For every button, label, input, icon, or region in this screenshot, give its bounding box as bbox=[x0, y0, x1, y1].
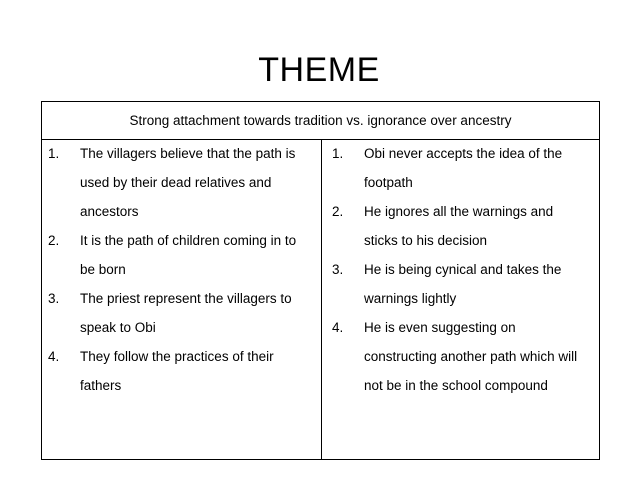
item-number: 2. bbox=[332, 204, 344, 219]
item-text: The villagers believe that the path is used by their dead relatives and ancestors bbox=[80, 146, 296, 219]
list-item bbox=[48, 139, 318, 226]
villagers-list bbox=[48, 139, 318, 400]
item-text: Obi never accepts the idea of the footpath bbox=[364, 146, 563, 190]
item-text: It is the path of children coming in to be born bbox=[80, 233, 297, 277]
list-item bbox=[48, 284, 318, 342]
table-header: Strong attachment towards tradition vs. ignorance over ancestry bbox=[42, 102, 599, 140]
item-number: 4. bbox=[48, 349, 60, 364]
item-number: 3. bbox=[332, 262, 344, 277]
list-item bbox=[332, 255, 594, 313]
column-divider bbox=[321, 139, 322, 459]
item-number: 1. bbox=[48, 146, 60, 161]
obi-list bbox=[332, 139, 594, 400]
slide-title: THEME bbox=[258, 51, 380, 89]
list-item bbox=[48, 226, 318, 284]
item-text: He is even suggesting on constructing another path which will not be in the school compound bbox=[364, 320, 578, 393]
item-text: The priest represent the villagers to speak to Obi bbox=[80, 291, 292, 335]
item-number: 1. bbox=[332, 146, 344, 161]
list-item bbox=[332, 313, 594, 400]
item-text: They follow the practices of their fathers bbox=[80, 349, 274, 393]
list-item bbox=[332, 139, 594, 197]
item-number: 2. bbox=[48, 233, 60, 248]
list-item bbox=[332, 197, 594, 255]
item-number: 3. bbox=[48, 291, 60, 306]
theme-table bbox=[41, 101, 600, 460]
item-number: 4. bbox=[332, 320, 344, 335]
list-item bbox=[48, 342, 318, 400]
item-text: He is being cynical and takes the warnings lightly bbox=[364, 262, 562, 306]
item-text: He ignores all the warnings and sticks to his decision bbox=[364, 204, 554, 248]
